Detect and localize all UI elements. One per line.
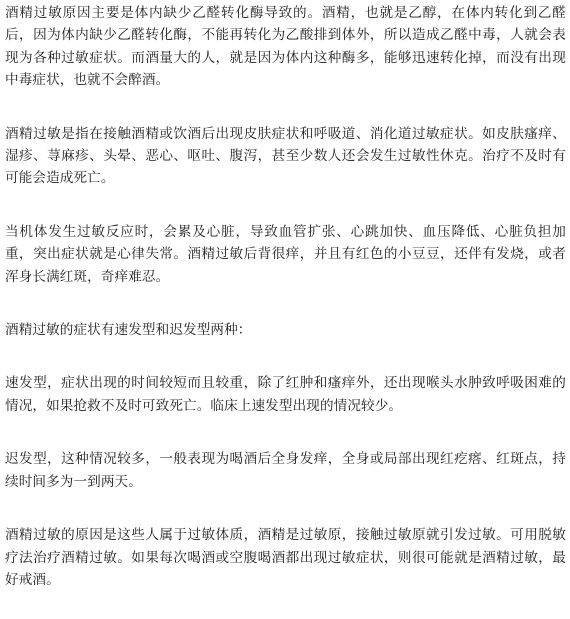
paragraph-rapid-type: 速发型，症状出现的时间较短而且较重，除了红肿和瘙痒外，还出现喉头水肿致呼吸困难的情况，如果抢救不及时可致死亡。临床上速发型出现的情况较少。: [5, 375, 566, 414]
paragraph-cause-and-treatment: 酒精过敏的原因是这些人属于过敏体质，酒精是过敏原，接触过敏原就引发过敏。可用脱敏疗法治疗酒精过敏。如果每次喝酒或空腹喝酒都出现过敏症状，则很可能就是酒精过敏，最好戒酒。: [5, 527, 566, 588]
paragraph-delayed-type: 迟发型，这种情况较多，一般表现为喝酒后全身发痒，全身或局部出现红疙瘩、红斑点，持续时间多为一到两天。: [5, 451, 566, 490]
paragraph-symptom-types-intro: 酒精过敏的症状有速发型和迟发型两种：: [5, 322, 252, 339]
paragraph-heart-effects: 当机体发生过敏反应时，会累及心脏，导致血管扩张、心跳加快、血压降低、心脏负担加重，突出症状就是心律失常。酒精过敏后背很痒，并且有红色的小豆豆，还伴有发烧，或者浑身长满红斑，奇痒难忍。: [5, 223, 566, 285]
paragraph-alcohol-allergy-cause: 酒精过敏原因主要是体内缺少乙醛转化酶导致的。酒精，也就是乙醇，在体内转化到乙醛后，因为体内缺少乙醛转化酶，不能再转化为乙酸排到体外，所以造成乙醛中毒，人就会表现为各种过敏症状。而酒量大的人，就是因为体内这种酶多，能够迅速转化掉，而没有出现中毒症状，也就不会醉酒。: [5, 5, 566, 89]
paragraph-allergy-definition: 酒精过敏是指在接触酒精或饮酒后出现皮肤症状和呼吸道、消化道过敏症状。如皮肤瘙痒、湿疹、荨麻疹、头晕、恶心、呕吐、腹泻，甚至少数人还会发生过敏性休克。治疗不及时有可能会造成死亡。: [5, 125, 566, 187]
